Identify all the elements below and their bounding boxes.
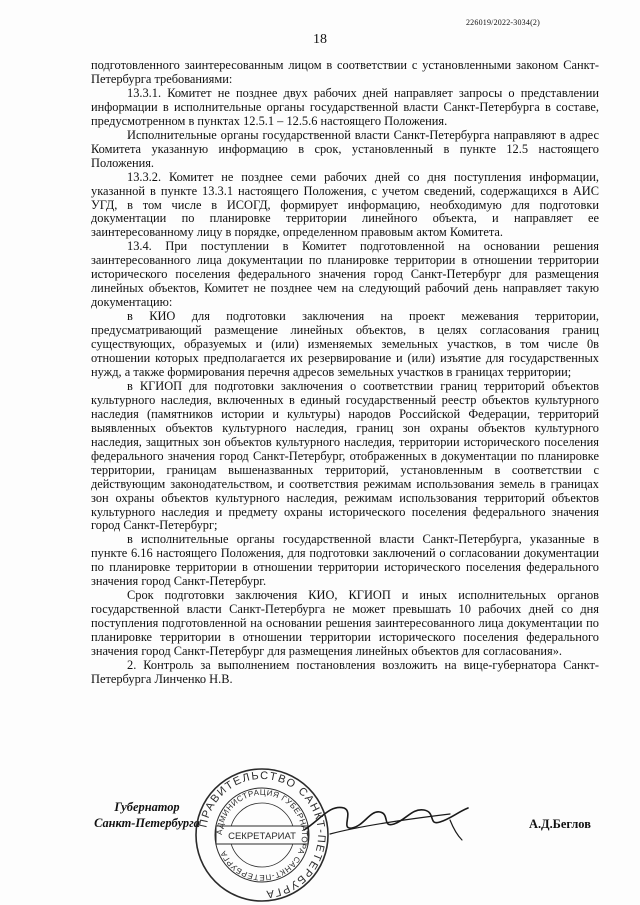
paragraph-13-4: 13.4. При поступлении в Комитет подготовленной на основании решения заинтересованного лица документации по планировке территории в отношении территории исторического поселения федерального значения город Санкт-Петербург для размещения линейных объектов, Комитет не позднее чем на следующий рабочий день направляет такую документацию: xyxy=(91,239,599,310)
paragraph-13-3-2: 13.3.2. Комитет не позднее семи рабочих дней со дня поступления информации, указанной в пункте 13.3.1 настоящего Положения, с учетом сведений, содержащихся в АИС УГД, в том числе в ИСОГД, формирует информацию, необходимую для подготовки документации по планировке территории линейного объекта, и направляет ее заинтересованному лицу в порядке, определенном правовым актом Комитета. xyxy=(91,169,599,240)
paragraph-continuation: подготовленного заинтересованным лицом в соответствии с установленными законом Санкт-Петербурга требованиями: xyxy=(91,58,599,86)
paragraph-kio: в КИО для подготовки заключения на проект межевания территории, предусматривающий размещение линейных объектов, в целях согласования границ существующих, образуемых и (или) изменяемых земельных участков, в том числе 0в отношении которых предполагается их резервирование и (или) изъятие для государственных нужд, а также формирования перечня адресов земельных участков в границах территории; xyxy=(91,309,599,379)
paragraph-executive-bodies: Исполнительные органы государственной власти Санкт-Петербурга направляют в адрес Комитета указанную информацию в срок, установленный в пункте 12.5 настоящего Положения. xyxy=(91,127,599,170)
paragraph-deadline: Срок подготовки заключения КИО, КГИОП и иных исполнительных органов государственной власти Санкт-Петербурга не может превышать 10 рабочих дней со дня поступления подготовленной на основании решения заинтересованного лица документации по планировке территории в отношении территории исторического поселения федерального значения город Санкт-Петербург для размещения линейных объектов для согласования». xyxy=(91,588,599,659)
paragraph-kgiop: в КГИОП для подготовки заключения о соответствии границ территорий объектов культурного наследия, включенных в единый государственный реестр объектов культурного наследия (памятников истории и культуры) народов Российской Федерации, территорий выявленных объектов культурного наследия, границ зон охраны объектов культурного наследия, защитных зон объектов культурного наследия, территории исторического поселения федерального значения город Санкт-Петербург, отображенных в документации по планировке территории, границам вышеназванных территорий, установленным в соответствии с действующим законодательством, и соответствия режимам использования земель в границах зон охраны объектов культурного наследия, режимам использования территорий объектов культурного наследия и предмету охраны исторического поселения федерального значения город Санкт-Петербург; xyxy=(91,378,599,533)
signatory-title-line1: Губернатор xyxy=(114,800,180,814)
paragraph-13-3-1: 13.3.1. Комитет не позднее двух рабочих дней направляет запросы о представлении информации в исполнительные органы государственной власти Санкт-Петербурга в составе, предусмотренном в пунктах 12.5.1 – 12.5.6 настоящего Положения. xyxy=(91,85,599,128)
signatory-title xyxy=(91,799,203,831)
document-body xyxy=(91,59,599,687)
seal-outer-text: ПРАВИТЕЛЬСТВО САНКТ-ПЕТЕРБУРГА xyxy=(197,769,328,901)
page-number: 18 xyxy=(313,32,327,47)
document-number: 226019/2022-3034(2) xyxy=(465,18,540,27)
paragraph-executive-organs: в исполнительные органы государственной власти Санкт-Петербурга, указанные в пункте 6.16 настоящего Положения, для подготовки заключений о согласовании документации по планировке территории в отношении территории исторического поселения федерального значения город Санкт-Петербург. xyxy=(91,532,599,589)
signatory-name: А.Д.Беглов xyxy=(529,817,591,831)
paragraph-control: 2. Контроль за выполнением постановления возложить на вице-губернатора Санкт-Петербурга Линченко Н.В. xyxy=(91,657,599,686)
seal-center-text: СЕКРЕТАРИАТ xyxy=(228,831,296,842)
seal-inner-text: АДМИНИСТРАЦИЯ ГУБЕРНАТОРА САНКТ-ПЕТЕРБУРГА xyxy=(214,787,310,883)
signatory-title-line2: Санкт-Петербурга xyxy=(94,816,200,830)
handwritten-signature xyxy=(300,790,480,850)
